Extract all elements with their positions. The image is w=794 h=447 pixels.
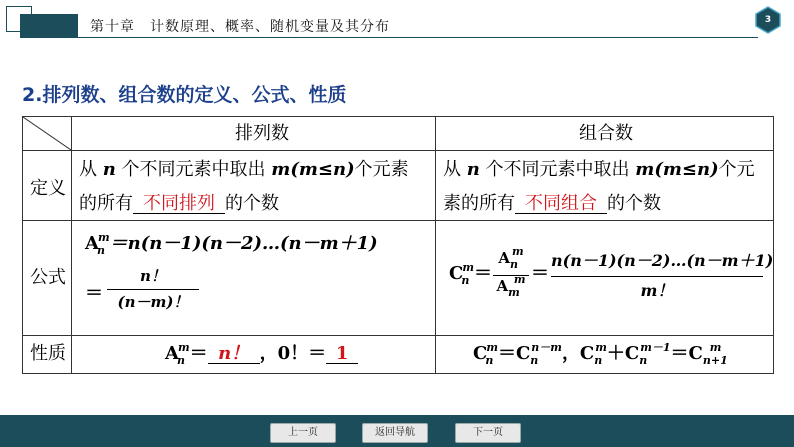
perm-formula-line1: $A_n^m=n(n-1)(n-2)\dots(n-m+1)$ [85, 231, 378, 257]
comb-formula-a-over-a-den: $A_m^m$ [496, 273, 526, 299]
perm-property: $A_n^m= n$！ ，0！＝ 1 [165, 345, 358, 364]
comb-formula-denominator: m！ [640, 281, 674, 300]
col-header-permutation: 排列数 [235, 123, 289, 144]
table-row-divider [23, 335, 773, 336]
next-page-button[interactable]: 下一页 [455, 423, 521, 443]
comb-formula-lhs: $C_n^m=$ [449, 261, 492, 287]
section-title: 2.排列数、组合数的定义、公式、性质 [22, 84, 347, 106]
comb-definition-answer: 不同组合 [515, 195, 607, 214]
col-header-combination: 组合数 [579, 123, 633, 144]
row-label-formula: 公式 [30, 267, 66, 288]
perm-fraction-bar [107, 289, 199, 290]
table-row-divider [23, 220, 773, 221]
comb-definition-line1: 从 n 个不同元素中取出 m(m≤n)个元 [443, 159, 755, 180]
chapter-title: 第十章 计数原理、概率、随机变量及其分布 [90, 19, 390, 35]
comb-formula-eq: ＝ [531, 263, 549, 284]
page-number: 3 [764, 15, 772, 25]
perm-formula-eq: ＝ [85, 283, 103, 304]
perm-formula-denominator: (n－m)！ [117, 293, 189, 311]
header-rule [78, 37, 758, 38]
perm-formula-numerator: n！ [140, 267, 166, 285]
definition-table [22, 116, 774, 374]
perm-definition-line1: 从 n 个不同元素中取出 m(m≤n)个元素 [79, 159, 409, 180]
comb-formula-a-over-a-num: $A_n^m$ [498, 245, 524, 271]
row-label-definition: 定义 [30, 178, 66, 199]
table-row-divider [23, 150, 773, 151]
comb-property: $C_n^m=C_n^{n-m}$，$C_n^m+C_n^{m-1}=C_{n+1}^m$ [473, 341, 728, 367]
perm-definition-line2: 的所有 不同排列 的个数 [79, 193, 279, 214]
back-to-nav-button[interactable]: 返回导航 [362, 423, 428, 443]
perm-property-answer: n！ [208, 345, 260, 364]
row-label-property: 性质 [30, 343, 66, 364]
comb-fraction-bar [551, 276, 763, 277]
perm-property-answer-2: 1 [326, 345, 358, 364]
comb-definition-line2: 素的所有 不同组合 的个数 [443, 193, 661, 214]
comb-formula-numerator: n(n－1)(n－2)…(n－m＋1) [551, 251, 774, 270]
header-filled-block [20, 14, 78, 38]
perm-definition-answer: 不同排列 [133, 195, 225, 214]
prev-page-button[interactable]: 上一页 [270, 423, 336, 443]
header-diagonal [23, 117, 71, 150]
